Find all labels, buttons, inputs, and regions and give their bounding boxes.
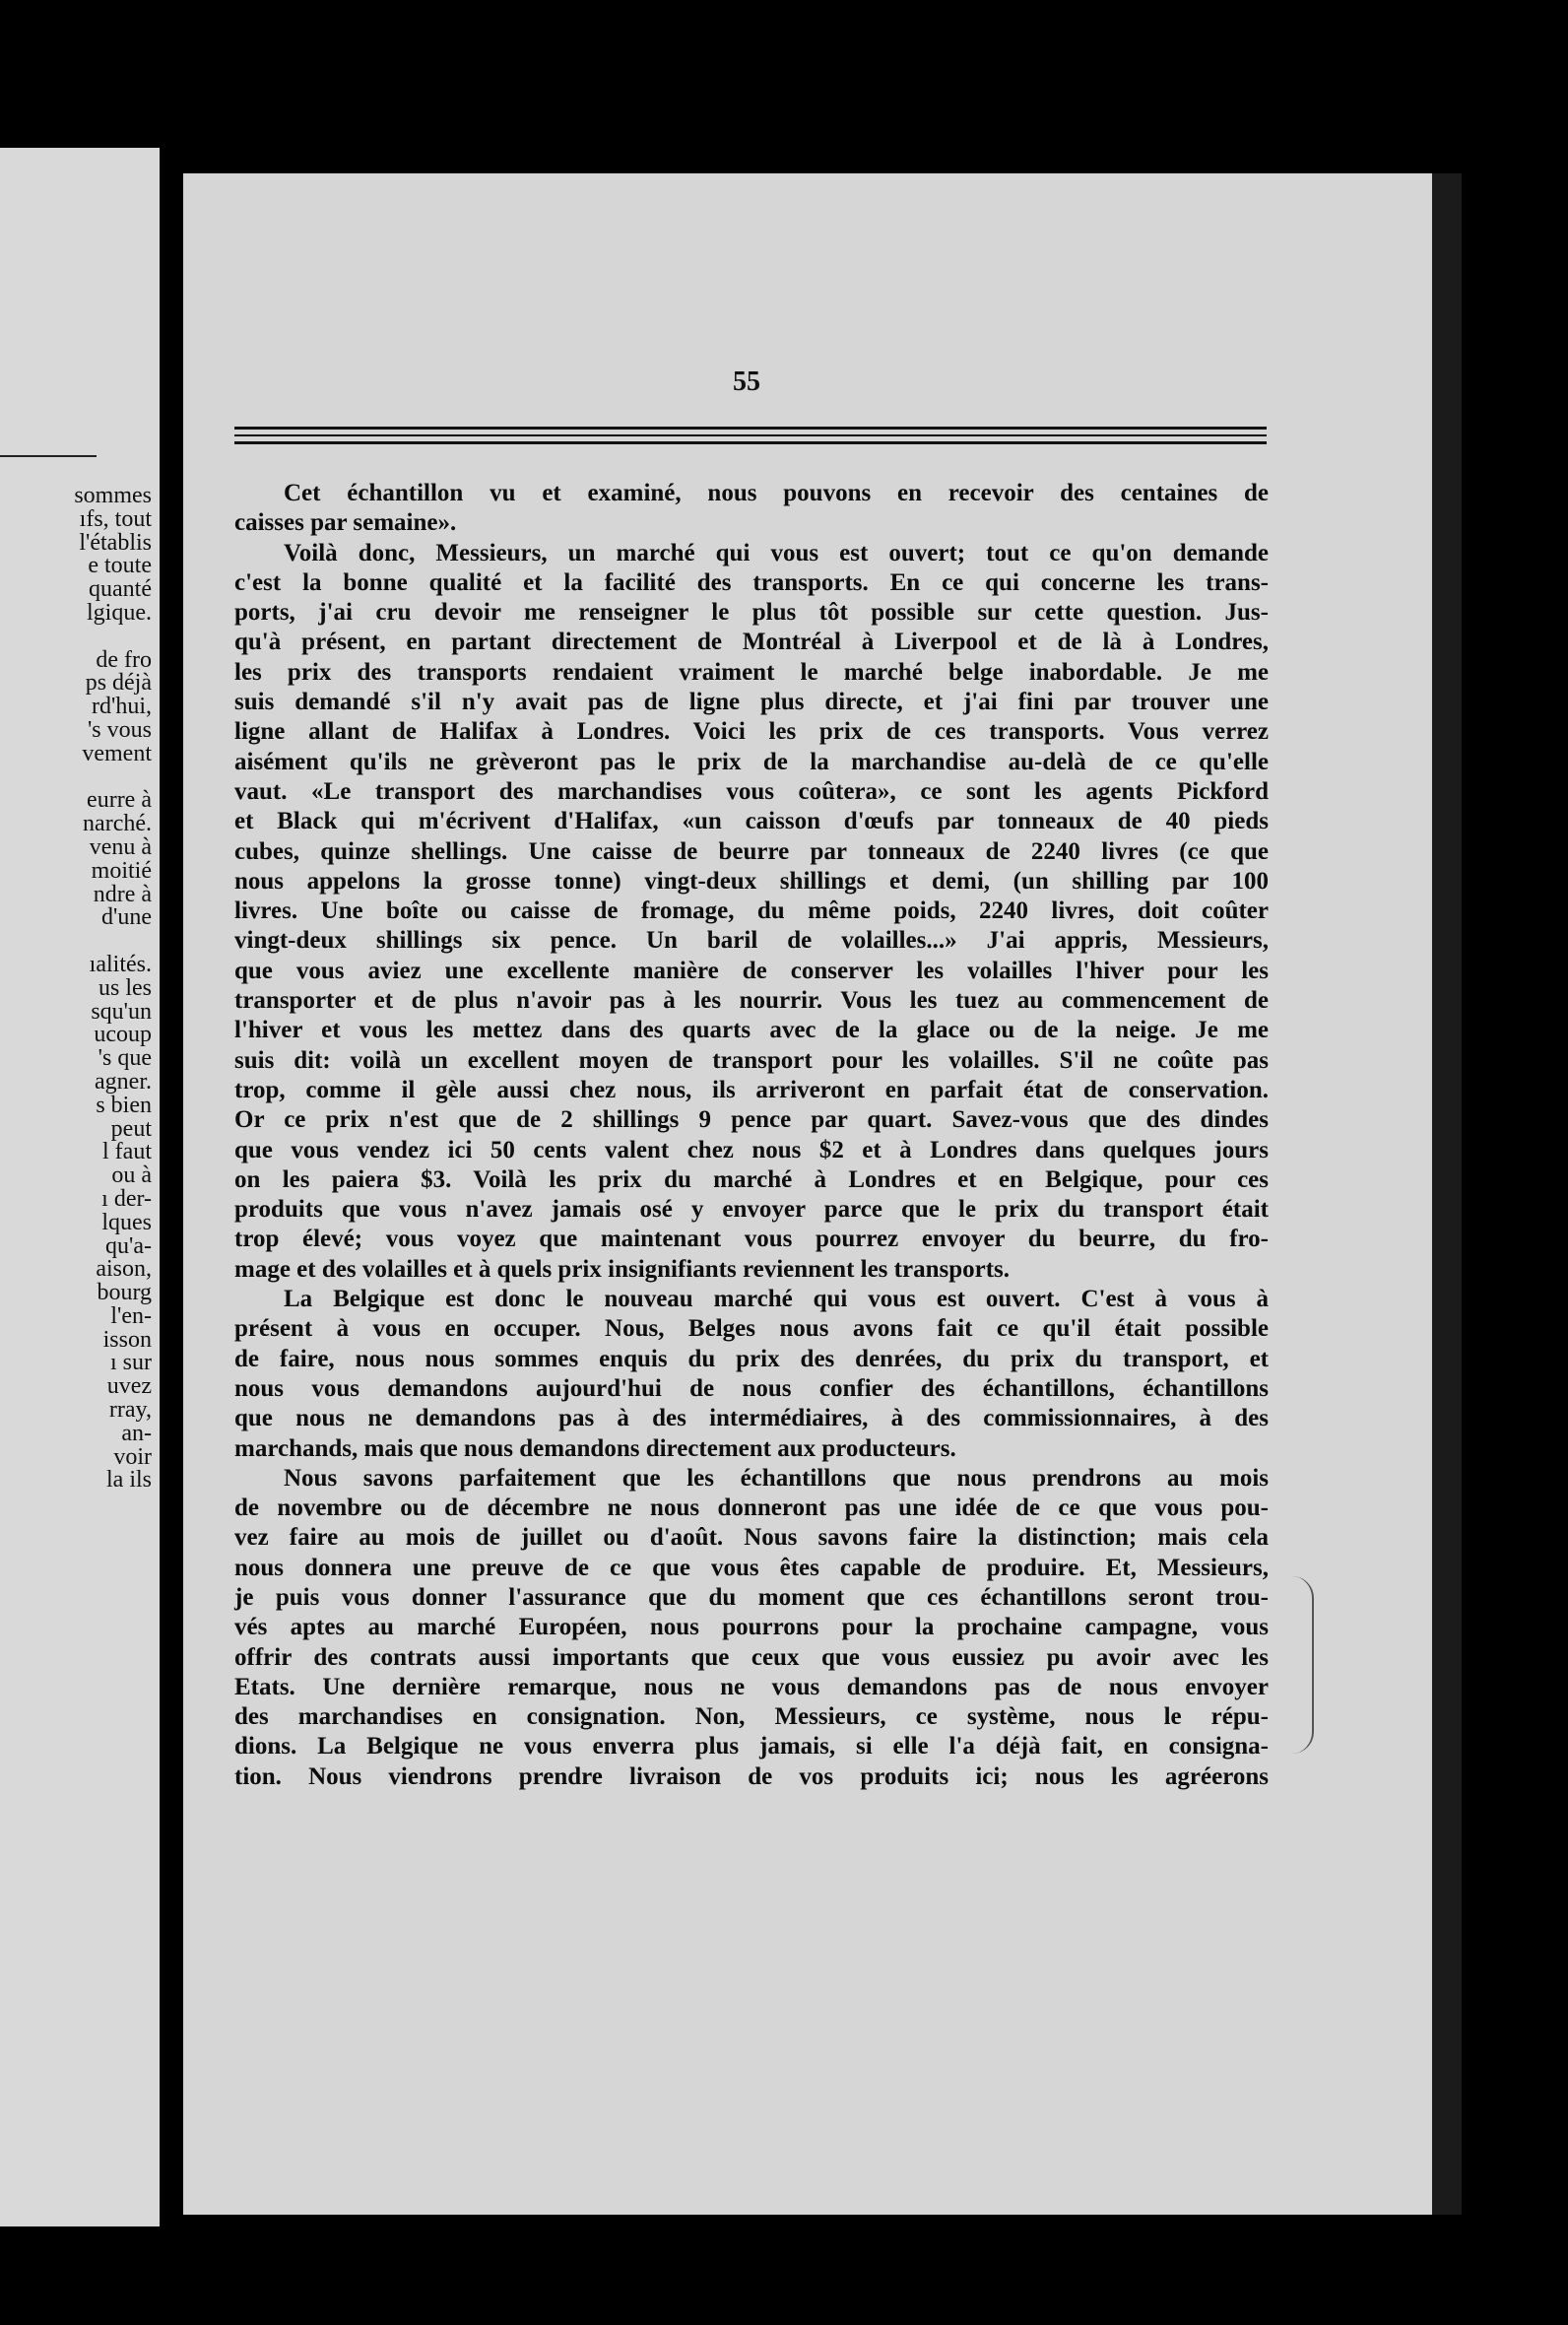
text-line: livres. Une boîte ou caisse de fromage, du même poids, 2240 livres, doit coûter <box>234 897 1269 925</box>
body-text <box>234 479 1269 1792</box>
facing-page-rule <box>0 455 97 457</box>
header-rule <box>234 441 1267 444</box>
facing-page-line: la ils <box>106 1467 152 1494</box>
facing-page-line: squ'un <box>91 998 152 1025</box>
facing-page-line: aison, <box>96 1256 152 1283</box>
facing-page-line: 's vous <box>87 716 152 743</box>
facing-page-line: qu'a- <box>105 1232 152 1259</box>
facing-page-line: s bien <box>96 1092 152 1118</box>
facing-page-fragment <box>0 148 160 2226</box>
facing-page-line: l'établis <box>79 529 152 556</box>
facing-page-line: ndre à <box>93 881 152 907</box>
text-line: Etats. Une dernière remarque, nous ne vous demandons pas de nous envoyer <box>234 1673 1269 1700</box>
text-line: Cet échantillon vu et examiné, nous pouvons en recevoir des centaines de <box>284 480 1269 506</box>
header-rule <box>234 427 1267 430</box>
text-line: des marchandises en consignation. Non, Messieurs, ce système, nous le répu- <box>234 1703 1269 1731</box>
facing-page-line: ı sur <box>110 1350 152 1376</box>
text-line: vez faire au mois de juillet ou d'août. Nous savons faire la distinction; mais cela <box>234 1524 1269 1552</box>
text-line: Nous savons parfaitement que les échantillons que nous prendrons au mois <box>284 1464 1269 1492</box>
text-line: suis demandé s'il n'y avait pas de ligne plus directe, et j'ai fini par trouver une <box>234 689 1269 716</box>
facing-page-line: eurre à <box>87 787 152 814</box>
text-line: La Belgique est donc le nouveau marché qui vous est ouvert. C'est à vous à <box>284 1286 1269 1313</box>
text-line: caisses par semaine». <box>234 509 457 537</box>
text-line: transporter et de plus n'avoir pas à les nourrir. Vous les tuez au commencement de <box>234 987 1269 1015</box>
text-line: ligne allant de Halifax à Londres. Voici les prix de ces transports. Vous verrez <box>234 718 1269 746</box>
text-line: on les paiera $3. Voilà les prix du marché à Londres et en Belgique, pour ces <box>234 1165 1269 1193</box>
text-line: que nous ne demandons pas à des intermédiaires, à des commissionnaires, à des <box>234 1405 1269 1432</box>
text-line: je puis vous donner l'assurance que du moment que ces échantillons seront trou- <box>234 1583 1269 1611</box>
text-line: suis dit: voilà un excellent moyen de transport pour les volailles. S'il ne coûte pas <box>234 1046 1269 1074</box>
text-line: trop élevé; vous voyez que maintenant vous pourrez envoyer du beurre, du fro- <box>234 1226 1269 1253</box>
text-line: dions. La Belgique ne vous enverra plus jamais, si elle l'a déjà fait, en consigna- <box>234 1733 1269 1760</box>
facing-page-line: narché. <box>83 811 152 837</box>
text-line: que vous vendez ici 50 cents valent chez nous $2 et à Londres dans quelques jours <box>234 1136 1269 1163</box>
text-line: mage et des volailles et à quels prix insignifiants reviennent les transports. <box>234 1255 1011 1283</box>
facing-page-line: lques <box>101 1209 152 1235</box>
page-number: 55 <box>733 366 760 397</box>
facing-page-line: peut <box>110 1115 152 1142</box>
text-line: ports, j'ai cru devoir me renseigner le plus tôt possible sur cette question. Jus- <box>234 599 1269 627</box>
facing-page-line: ps déjà <box>85 670 152 697</box>
facing-page-line: agner. <box>95 1068 152 1095</box>
facing-page-line: l'en- <box>110 1302 152 1329</box>
header-rule <box>234 434 1267 436</box>
text-line: nous appelons la grosse tonne) vingt-deux shillings et demi, (un shilling par 100 <box>234 867 1269 895</box>
facing-page-line: vement <box>82 740 152 766</box>
facing-page-line: quanté <box>89 576 152 603</box>
facing-page-line: venu à <box>89 833 152 860</box>
facing-page-line: ı der- <box>101 1185 152 1212</box>
facing-page-line: moitié <box>91 857 152 884</box>
facing-page-line: rd'hui, <box>92 694 152 720</box>
text-line: que vous aviez une excellente manière de conserver les volailles l'hiver pour les <box>234 957 1269 984</box>
facing-page-line: e toute <box>88 553 152 579</box>
facing-page-line: isson <box>102 1326 152 1353</box>
text-line: offrir des contrats aussi importants que ceux que vous eussiez pu avoir avec les <box>234 1643 1269 1671</box>
facing-page-line: ucoup <box>94 1022 152 1048</box>
facing-page-line <box>4 766 152 790</box>
facing-page-line <box>4 930 152 954</box>
text-line: présent à vous en occuper. Nous, Belges nous avons fait ce qu'il était possible <box>234 1315 1269 1343</box>
facing-page-line: d'une <box>101 904 152 931</box>
facing-page-line: ıfs, tout <box>79 505 152 532</box>
text-line: et Black qui m'écrivent d'Halifax, «un caisson d'œufs par tonneaux de 40 pieds <box>234 808 1269 835</box>
text-line: nous donnera une preuve de ce que vous êtes capable de produire. Et, Messieurs, <box>234 1554 1269 1581</box>
text-line: aisément qu'ils ne grèveront pas le prix de la marchandise au-delà de ce qu'elle <box>234 748 1269 775</box>
text-line: l'hiver et vous les mettez dans des quarts avec de la glace ou de la neige. Je me <box>234 1017 1269 1044</box>
facing-page-line: bourg <box>97 1280 152 1306</box>
facing-page-line: rray, <box>108 1397 152 1424</box>
facing-page-line: an- <box>121 1420 152 1446</box>
text-line: Or ce prix n'est que de 2 shillings 9 pence par quart. Savez-vous que des dindes <box>234 1106 1269 1134</box>
text-line: marchands, mais que nous demandons directement aux producteurs. <box>234 1434 956 1462</box>
facing-page-line <box>4 626 152 649</box>
facing-page-line: sommes <box>74 483 152 508</box>
pencil-margin-mark <box>1292 1576 1314 1754</box>
text-line: qu'à présent, en partant directement de Montréal à Liverpool et de là à Londres, <box>234 629 1269 656</box>
text-line: c'est la bonne qualité et la facilité des transports. En ce qui concerne les trans- <box>234 568 1269 596</box>
facing-page-line: 's que <box>98 1045 152 1072</box>
facing-page-line: voir <box>113 1443 152 1470</box>
text-line: les prix des transports rendaient vraiment le marché belge inabordable. Je me <box>234 658 1269 686</box>
text-line: cubes, quinze shellings. Une caisse de beurre par tonneaux de 2240 livres (ce que <box>234 837 1269 865</box>
text-line: nous vous demandons aujourd'hui de nous confier des échantillons, échantillons <box>234 1374 1269 1402</box>
text-line: Voilà donc, Messieurs, un marché qui vous est ouvert; tout ce qu'on demande <box>284 539 1269 566</box>
page-edge <box>1432 173 1462 2215</box>
text-line: vés aptes au marché Européen, nous pourrons pour la prochaine campagne, vous <box>234 1614 1269 1641</box>
text-line: vaut. «Le transport des marchandises vous coûtera», ce sont les agents Pickford <box>234 777 1269 805</box>
text-line: vingt-deux shillings six pence. Un baril de volailles...» J'ai appris, Messieurs, <box>234 927 1269 955</box>
text-line: trop, comme il gèle aussi chez nous, ils arriveront en parfait état de conservation. <box>234 1076 1269 1103</box>
facing-page-line: ou à <box>111 1162 152 1189</box>
facing-page-line: lgique. <box>87 599 152 626</box>
facing-page-line: ıalités. <box>89 951 152 977</box>
facing-page-line: de fro <box>96 646 152 673</box>
facing-page-text <box>4 485 152 1493</box>
facing-page-line: uvez <box>106 1373 152 1400</box>
text-line: de novembre ou de décembre ne nous donneront pas une idée de ce que vous pou- <box>234 1495 1269 1522</box>
facing-page-line: us les <box>98 974 152 1001</box>
text-line: tion. Nous viendrons prendre livraison de vos produits ici; nous les agréerons <box>234 1762 1269 1790</box>
facing-page-line: l faut <box>102 1139 152 1165</box>
text-line: produits que vous n'avez jamais osé y envoyer parce que le prix du transport était <box>234 1196 1269 1224</box>
book-spine <box>160 158 183 2207</box>
text-line: de faire, nous nous sommes enquis du prix des denrées, du prix du transport, et <box>234 1345 1269 1372</box>
